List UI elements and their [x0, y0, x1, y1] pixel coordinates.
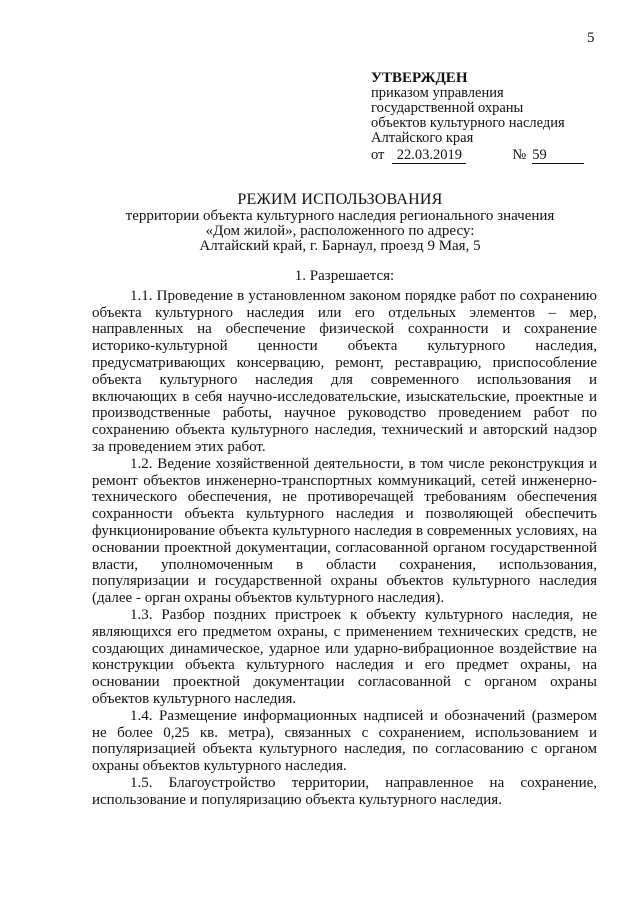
subtitle-line: Алтайский край, г. Барнаул, проезд 9 Мая, 5	[199, 238, 481, 254]
document-title-block	[70, 191, 610, 254]
approval-line: государственной охраны	[371, 100, 524, 116]
paragraph-1-5: 1.5. Благоустройство территории, направленное на сохранение, использование и популяризацию объекта культурного наследия.	[92, 774, 597, 808]
section-heading: 1. Разрешается:	[294, 268, 395, 284]
approval-line: приказом управления	[371, 85, 504, 101]
number-label: №	[512, 147, 527, 163]
paragraph-1-2: 1.2. Ведение хозяйственной деятельности, в том числе реконструкция и ремонт объектов инженерно-транспортных коммуникаций, сетей инженерно-технического обеспечения, не противоречащей требованиям обеспечения сохранности объекта культурного наследия и позволяющей обеспечить функционирование объекта культурного наследия в современных условиях, на основании проектной документации, согласованной органом государственной власти, уполномоченным в области сохранения, использования, популяризации и государственной охраны объектов культурного наследия (далее - орган охраны объектов культурного наследия).	[92, 455, 597, 607]
order-number: 59	[532, 148, 584, 164]
paragraph-1-1: 1.1. Проведение в установленном законом порядке работ по сохранению объекта культурного наследия или его отдельных элементов – мер, направленных на обеспечение физической сохранности и сохранение историко-культурной ценности объекта культурного наследия, предусматривающих консервацию, ремонт, реставрацию, приспособление объекта культурного наследия для современного использования и включающих в себя научно-исследовательские, изыскательские, проектные и производственные работы, научное руководство проведением работ по сохранению объекта культурного наследия, технический и авторский надзор за проведением этих работ.	[92, 287, 597, 455]
date-label: от	[371, 147, 385, 163]
approval-heading: УТВЕРЖДЕН	[371, 70, 468, 86]
paragraph-1-3: 1.3. Разбор поздних пристроек к объекту культурного наследия, не являющихся его предметом охраны, с применением технических средств, не создающих динамическое, ударное или ударно-вибрационное воздействие на конструкции объекта культурного наследия и его предмет охраны, на основании проектной документации согласованной с органом охраны объектов культурного наследия.	[92, 606, 597, 707]
approval-line: объектов культурного наследия	[371, 115, 565, 131]
order-date-number-row	[371, 148, 584, 164]
paragraph-1-4: 1.4. Размещение информационных надписей и обозначений (размером не более 0,25 кв. метра), связанных с сохранением, использованием и популяризацией объекта культурного наследия, по согласованию с органом охраны объектов культурного наследия.	[92, 707, 597, 775]
subtitle-line: территории объекта культурного наследия регионального значения	[125, 208, 555, 224]
document-title: РЕЖИМ ИСПОЛЬЗОВАНИЯ	[237, 191, 443, 208]
page-number: 5	[587, 30, 595, 46]
approval-block	[371, 71, 584, 164]
subtitle-line: «Дом жилой», расположенного по адресу:	[205, 223, 475, 239]
approval-line: Алтайского края	[371, 130, 474, 146]
order-date: 22.03.2019	[392, 148, 466, 164]
document-body	[92, 268, 597, 809]
